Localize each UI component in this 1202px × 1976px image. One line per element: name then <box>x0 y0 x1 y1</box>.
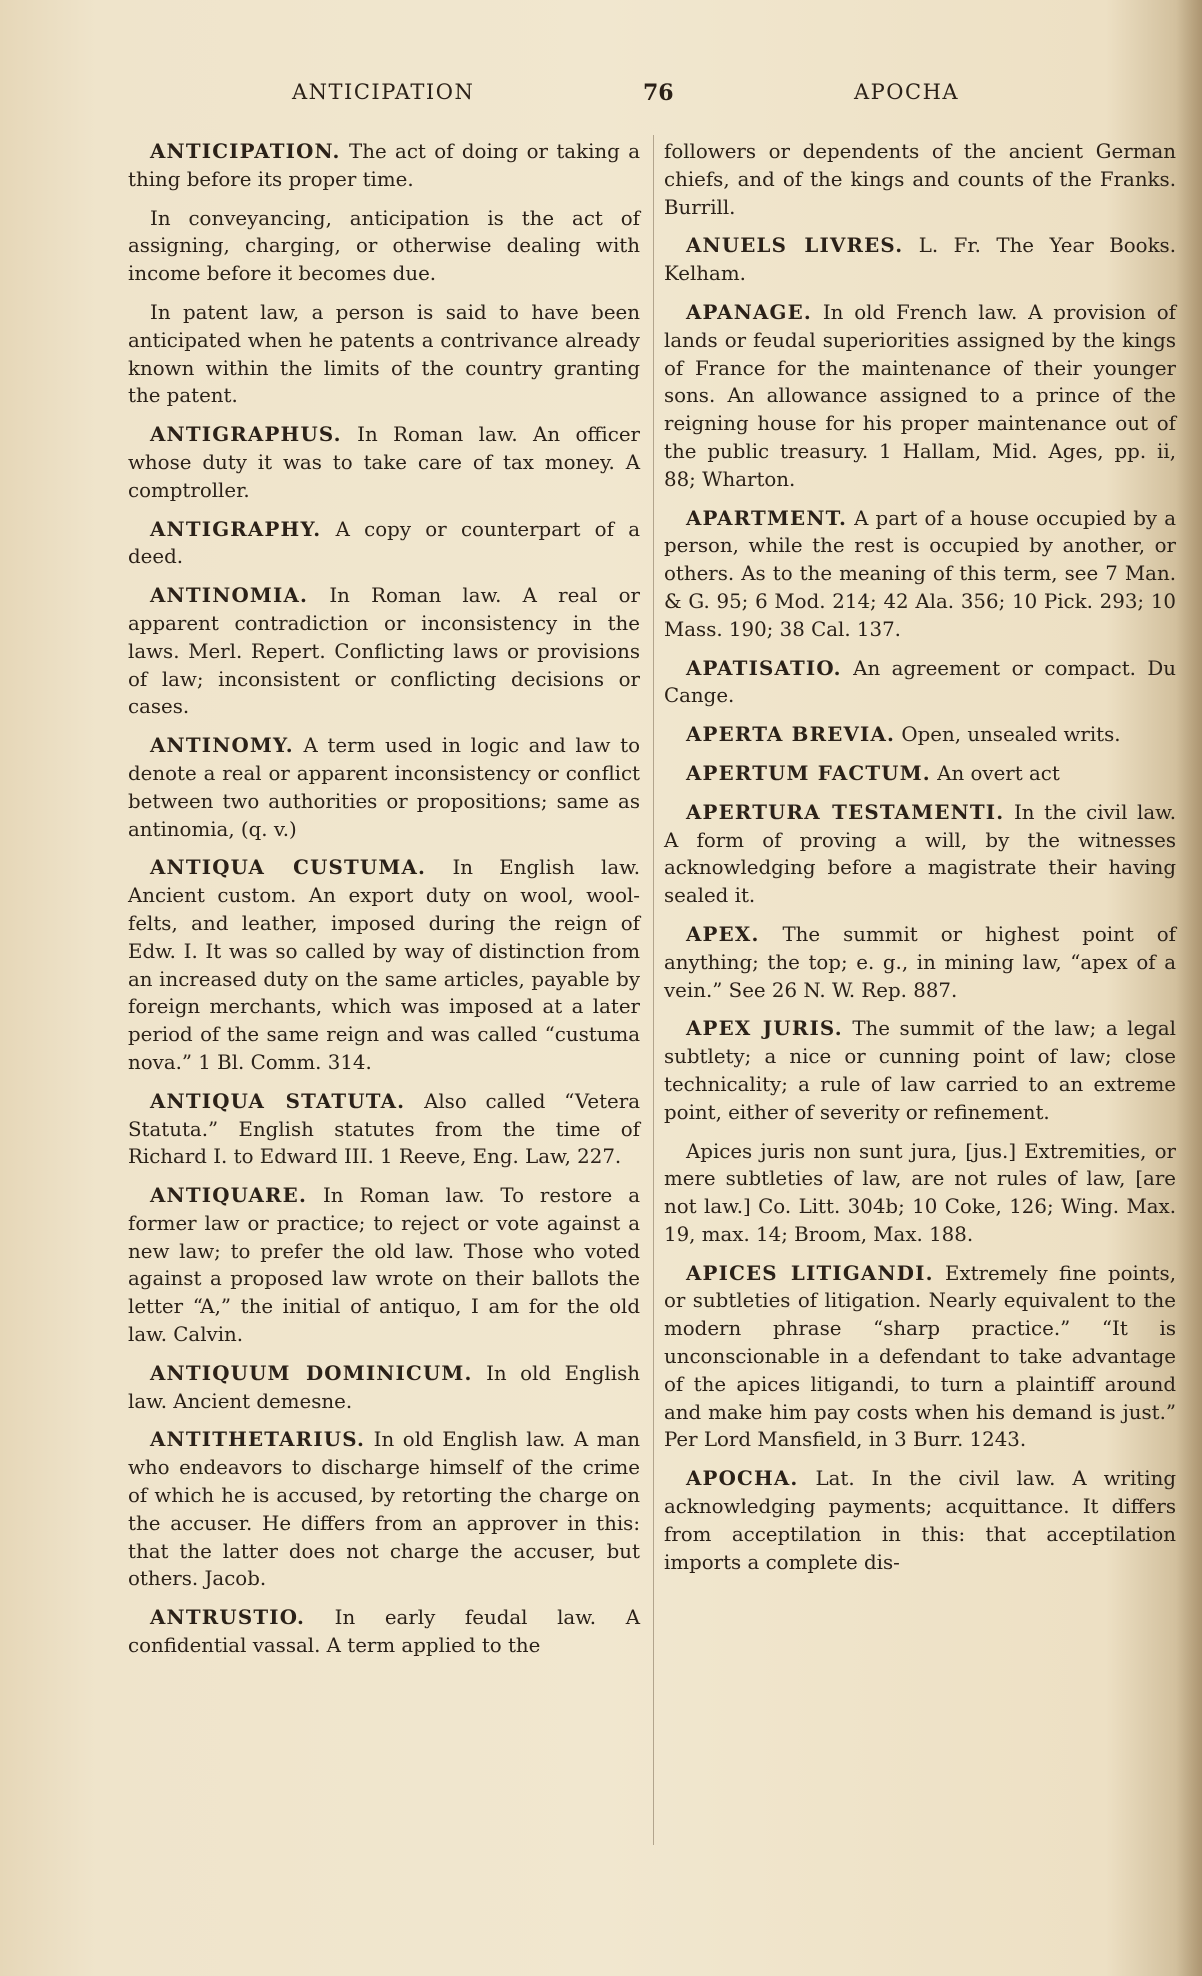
entry-definition: Also called “Vetera Statuta.” English statutes from the time of Richard I. to Edward III. 1 Reeve, Eng. Law, 227. <box>128 1089 640 1169</box>
entry-definition: The act of doing or taking a thing before its proper time. <box>128 140 640 191</box>
left-column <box>128 138 640 1671</box>
dictionary-entry <box>664 921 1176 1004</box>
entry-paragraph <box>664 1465 1176 1576</box>
entry-headword: ANTINOMY. <box>150 733 294 758</box>
entry-definition: In early feudal law. A confidential vassal. A term applied to the <box>128 1606 640 1658</box>
entry-headword: APERTURA TESTAMENTI. <box>686 799 1005 824</box>
dictionary-entry <box>664 721 1176 749</box>
dictionary-entry <box>128 1604 640 1660</box>
entry-headword: APOCHA. <box>686 1466 799 1491</box>
entry-paragraph <box>128 732 640 843</box>
entry-paragraph <box>128 421 640 504</box>
dictionary-entry <box>128 1088 640 1171</box>
entry-headword: ANTRUSTIO. <box>150 1605 306 1630</box>
entry-paragraph <box>664 232 1176 288</box>
dictionary-entry <box>664 1465 1176 1576</box>
entry-paragraph <box>128 1182 640 1349</box>
entry-definition: L. Fr. The Year Books. Kelham. <box>664 234 1176 286</box>
dictionary-entry <box>128 854 640 1076</box>
entry-paragraph <box>128 1426 640 1593</box>
entry-definition: In conveyancing, anticipation is the act of assigning, charging, or otherwise dealing with income before it becomes due. <box>128 206 640 286</box>
entry-paragraph <box>664 921 1176 1004</box>
entry-paragraph <box>664 299 1176 494</box>
entry-headword: APEX JURIS. <box>686 1016 843 1041</box>
entry-paragraph <box>128 138 640 194</box>
dictionary-entry <box>128 1360 640 1416</box>
dictionary-entry <box>128 1182 640 1349</box>
entry-headword: ANTIQUA STATUTA. <box>150 1088 406 1113</box>
entry-definition: In Roman law. An officer whose duty it was to take care of tax money. A comptroller. <box>128 423 640 502</box>
dictionary-entry <box>128 732 640 843</box>
entry-definition: In patent law, a person is said to have been anticipated when he patents a contrivance already known within the limits of the country granting the patent. <box>128 300 640 408</box>
entry-definition: The summit or highest point of anything; the top; e. g., in mining law, “apex of a vein.” See 26 N. W. Rep. 887. <box>664 922 1176 1002</box>
dictionary-entry <box>128 299 640 410</box>
entry-definition: Extremely fine points, or subtleties of litigation. Nearly equivalent to the modern phrase “sharp practice.” “It is unconscionable in a defendant to take advantage of the apices litigandi, to turn a plaintiff around and make him pay costs when his demand is just.” Per Lord Mansfield, in 3 Burr. 1243. <box>664 1261 1176 1452</box>
entry-headword: ANTINOMIA. <box>150 583 309 608</box>
entry-definition: In old French law. A provision of lands or feudal superiorities assigned by the kings of France for the maintenance of their younger sons. An allowance assigned to a prince of the reigning house for his proper maintenance out of the public treasury. 1 Hallam, Mid. Ages, pp. ii, 88; Wharton. <box>664 300 1176 491</box>
entry-headword: ANUELS LIVRES. <box>686 233 904 258</box>
entry-headword: APANAGE. <box>686 299 813 324</box>
dictionary-entry <box>128 516 640 572</box>
dictionary-entry <box>664 1260 1176 1455</box>
entry-definition: In old English law. A man who endeavors to discharge himself of the crime of which he is accused, by retorting the charge on the accuser. He differs from an approver in this: that the latter does not charge the accuser, but others. Jacob. <box>128 1428 640 1591</box>
entry-definition: The summit of the law; a legal subtlety; a nice or cunning point of law; close technicality; a rule of law carried to an extreme point, either of severity or refinement. <box>664 1017 1176 1124</box>
entry-paragraph <box>664 760 1176 788</box>
entry-paragraph <box>128 1088 640 1171</box>
entry-paragraph <box>664 1260 1176 1455</box>
dictionary-entry <box>664 1015 1176 1126</box>
entry-definition: Open, unsealed writs. <box>895 723 1121 747</box>
dictionary-entry <box>128 582 640 721</box>
entry-headword: ANTIQUA CUSTUMA. <box>150 855 427 880</box>
header-right-guide-word: APOCHA <box>854 80 960 104</box>
dictionary-entry <box>128 421 640 504</box>
entry-paragraph <box>128 516 640 572</box>
page-number: 76 <box>643 80 674 106</box>
entry-definition: An agreement or compact. Du Cange. <box>664 656 1176 708</box>
page-edge-shadow <box>1176 0 1202 1976</box>
right-column <box>664 138 1176 1587</box>
column-divider <box>653 135 654 1845</box>
dictionary-entry <box>128 205 640 288</box>
entry-paragraph <box>664 721 1176 749</box>
header-left-guide-word: ANTICIPATION <box>292 80 475 104</box>
entry-definition: Lat. In the civil law. A writing acknowledging payments; acquittance. It differs from acceptilation in this: that acceptilation imports a complete dis- <box>664 1467 1176 1574</box>
entry-paragraph <box>664 799 1176 910</box>
entry-headword: ANTIGRAPHY. <box>150 516 322 541</box>
entry-headword: ANTITHETARIUS. <box>150 1427 366 1452</box>
entry-paragraph <box>128 1360 640 1416</box>
entry-headword: APERTUM FACTUM. <box>686 760 931 785</box>
dictionary-entry <box>664 299 1176 494</box>
entry-headword: ANTICIPATION. <box>150 139 341 163</box>
entry-definition: A term used in logic and law to denote a real or apparent inconsistency or conflict between two authorities or propositions; same as antinomia, (q. v.) <box>128 734 640 841</box>
entry-definition: In Roman law. To restore a former law or practice; to reject or vote against a new law; to prefer the old law. Those who voted against a proposed law wrote on their ballots the letter “A,” the initial of antiquo, I am for the old law. Calvin. <box>128 1184 640 1347</box>
entry-paragraph <box>664 505 1176 644</box>
dictionary-entry <box>128 1426 640 1593</box>
entry-definition: A copy or counterpart of a deed. <box>128 517 640 569</box>
entry-headword: APICES LITIGANDI. <box>686 1260 934 1285</box>
dictionary-entry <box>664 799 1176 910</box>
entry-paragraph <box>664 655 1176 711</box>
dictionary-entry <box>664 1138 1176 1249</box>
entry-paragraph <box>664 1138 1176 1249</box>
entry-paragraph <box>128 582 640 721</box>
entry-definition: An overt act <box>930 761 1060 785</box>
dictionary-entry <box>664 232 1176 288</box>
dictionary-entry <box>664 655 1176 711</box>
entry-paragraph <box>128 854 640 1076</box>
entry-headword: APATISATIO. <box>686 655 842 680</box>
entry-headword: APERTA BREVIA. <box>686 722 896 747</box>
dictionary-entry <box>664 138 1176 221</box>
entry-definition: In the civil law. A form of proving a will, by the witnesses acknowledging before a magistrate their having sealed it. <box>664 800 1176 908</box>
entry-paragraph <box>664 138 1176 221</box>
entry-headword: ANTIQUUM DOMINICUM. <box>150 1360 473 1385</box>
entry-headword: APARTMENT. <box>686 505 848 530</box>
running-header <box>0 80 1202 120</box>
entry-definition: In English law. Ancient custom. An export duty on wool, wool-felts, and leather, imposed during the reign of Edw. I. It was so called by way of distinction from an increased duty on the same articles, payable by foreign merchants, which was imposed at a later period of the same reign and was called “custuma nova.” 1 Bl. Comm. 314. <box>128 856 641 1074</box>
entry-headword: ANTIGRAPHUS. <box>150 422 342 447</box>
entry-headword: ANTIQUARE. <box>150 1183 308 1208</box>
entry-definition: followers or dependents of the ancient German chiefs, and of the kings and counts of the Franks. Burrill. <box>664 140 1176 219</box>
entry-definition: In old English law. Ancient demesne. <box>128 1361 640 1413</box>
dictionary-entry <box>664 760 1176 788</box>
dictionary-entry <box>128 138 640 194</box>
entry-paragraph <box>664 1015 1176 1126</box>
entry-paragraph <box>128 205 640 288</box>
entry-paragraph <box>128 299 640 410</box>
entry-headword: APEX. <box>686 921 760 946</box>
entry-definition: In Roman law. A real or apparent contradiction or inconsistency in the laws. Merl. Repert. Conflicting laws or provisions of law; inconsistent or conflicting decisions or cases. <box>128 584 640 719</box>
dictionary-entry <box>664 505 1176 644</box>
entry-paragraph <box>128 1604 640 1660</box>
entry-definition: A part of a house occupied by a person, while the rest is occupied by another, or others. As to the meaning of this term, see 7 Man. & G. 95; 6 Mod. 214; 42 Ala. 356; 10 Pick. 293; 10 Mass. 190; 38 Cal. 137. <box>664 506 1176 641</box>
entry-definition: Apices juris non sunt jura, [jus.] Extremities, or mere subtleties of law, are not rules of law, [are not law.] Co. Litt. 304b; 10 Coke, 126; Wing. Max. 19, max. 14; Broom, Max. 188. <box>664 1139 1176 1246</box>
